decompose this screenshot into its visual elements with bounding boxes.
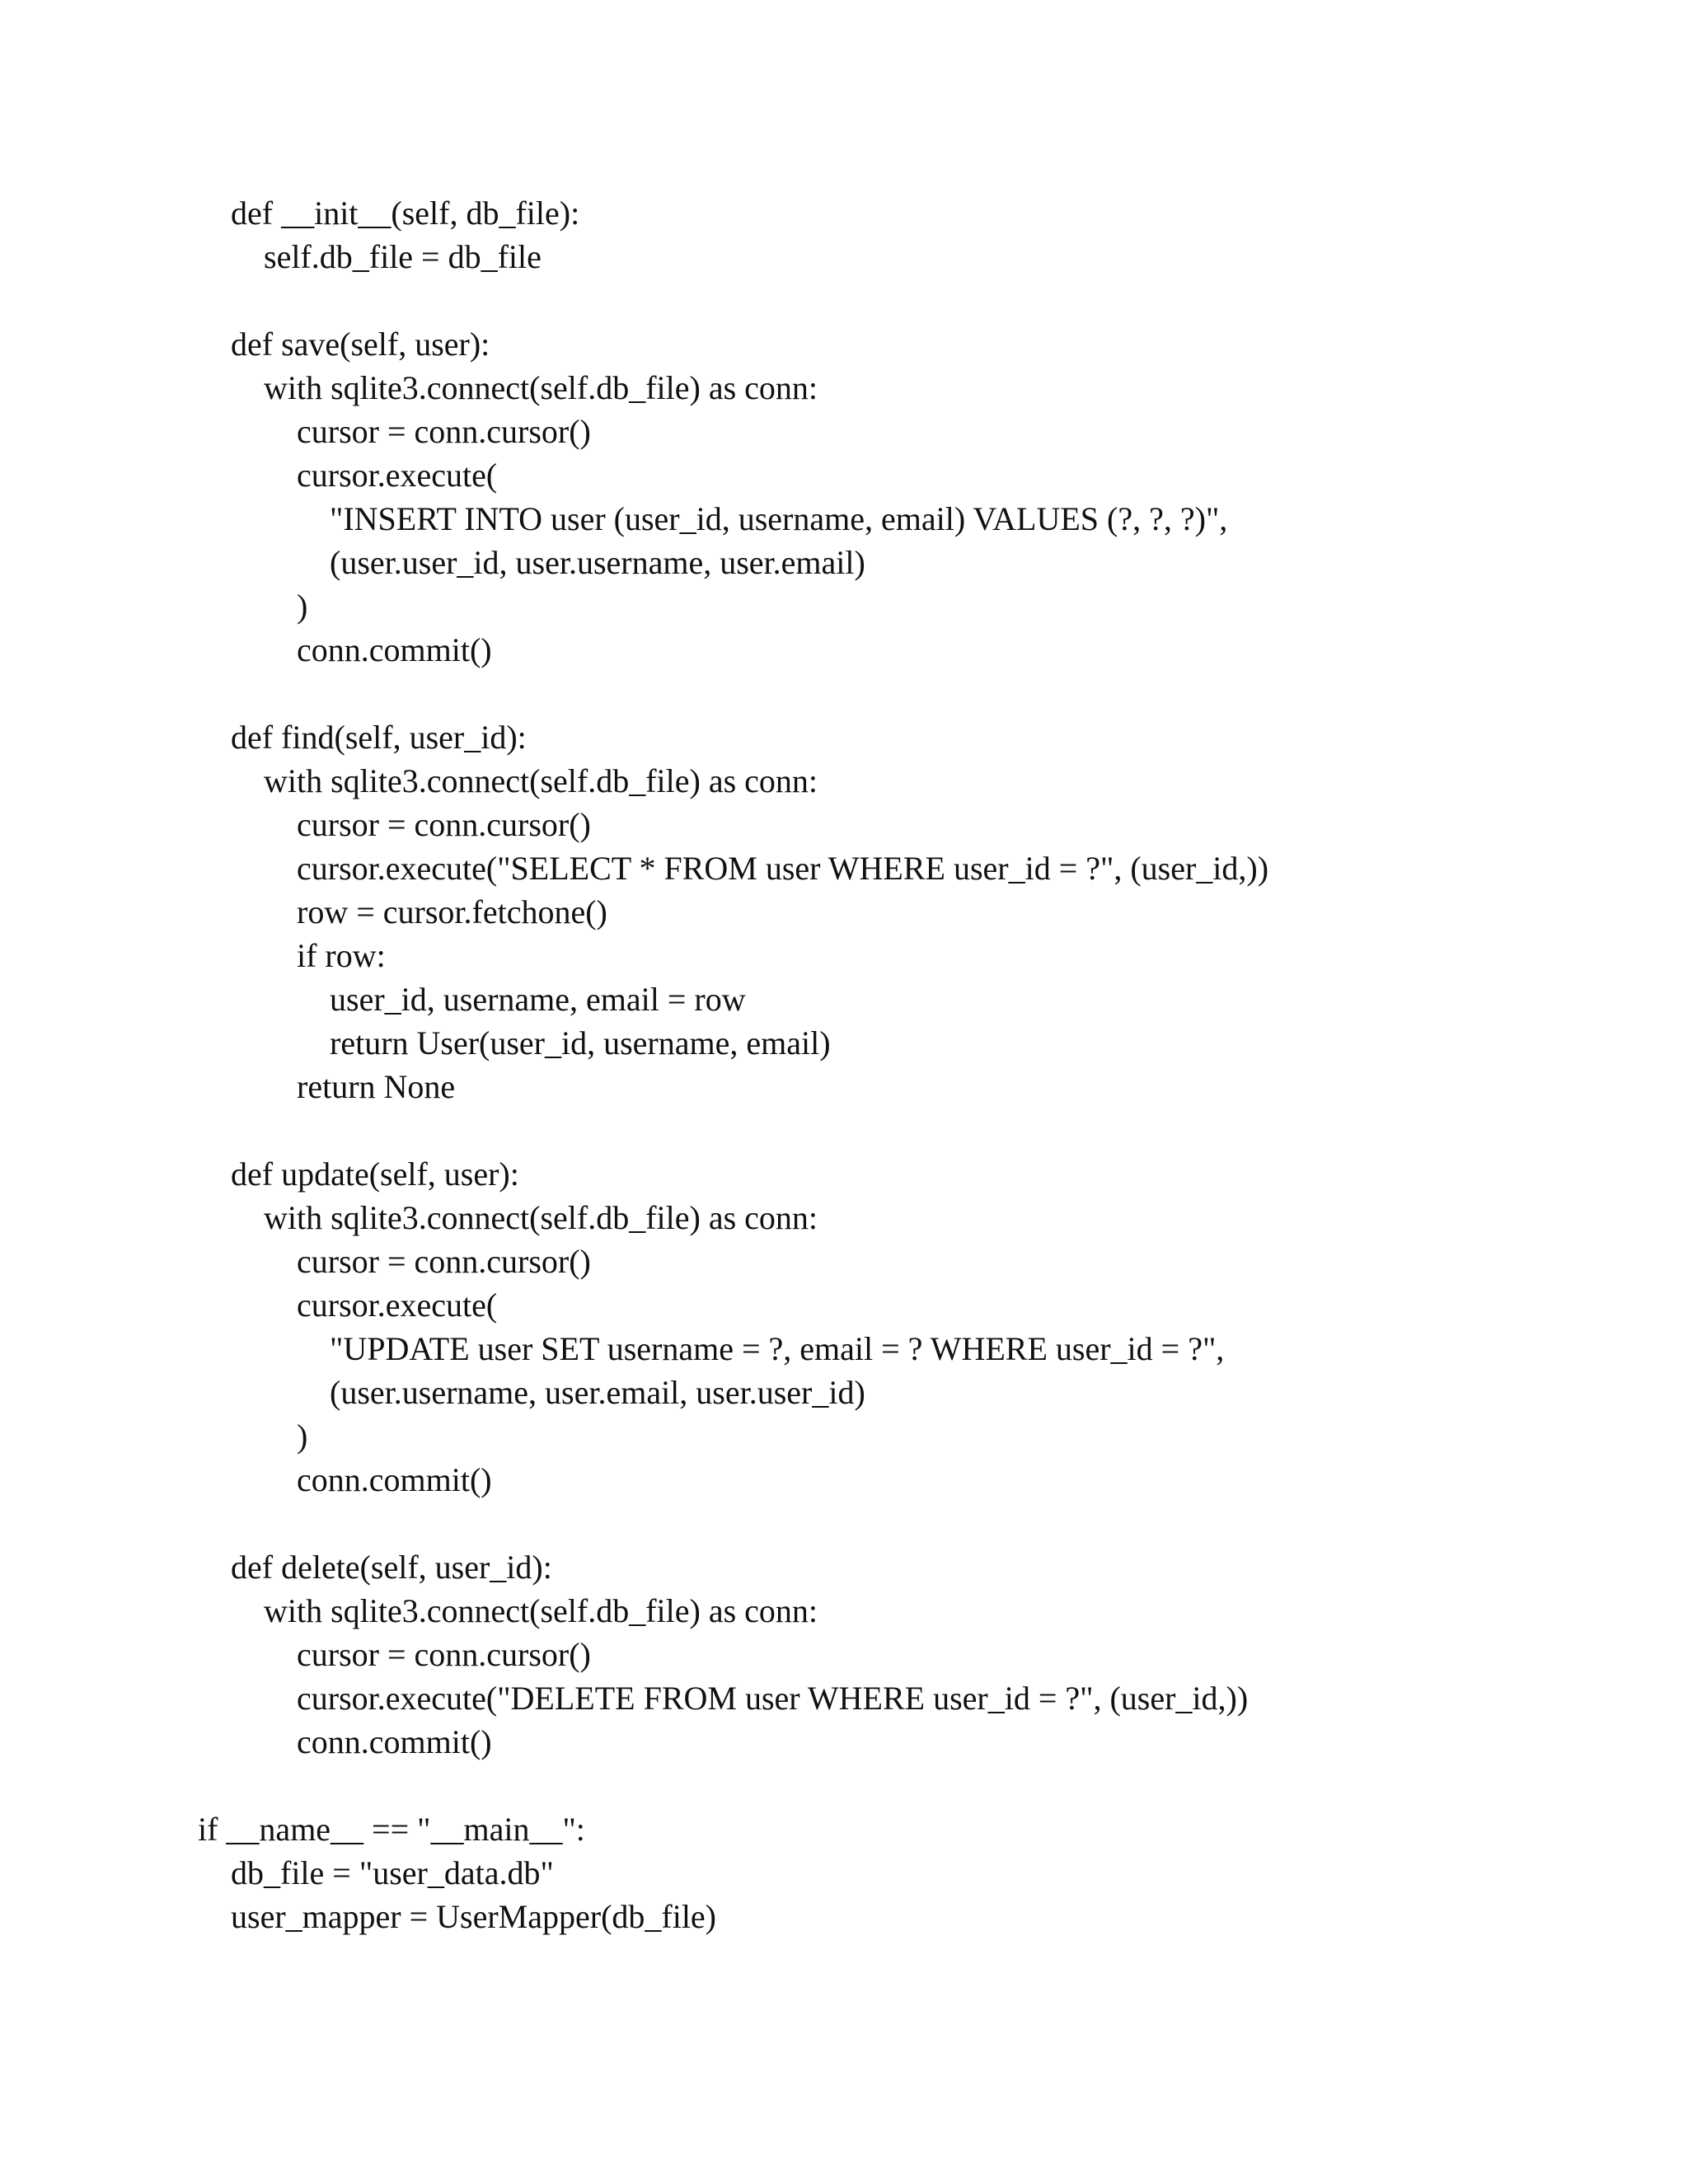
code-line: cursor.execute(	[297, 457, 498, 494]
blank-line	[198, 279, 1648, 322]
code-line: )	[297, 1418, 308, 1455]
code-line: return None	[297, 1068, 456, 1105]
code-listing	[198, 191, 1648, 1938]
code-line: cursor = conn.cursor()	[297, 1636, 591, 1673]
code-line: conn.commit()	[297, 1723, 492, 1760]
code-line: cursor.execute(	[297, 1286, 498, 1324]
code-line: (user.username, user.email, user.user_id)	[330, 1374, 865, 1411]
code-line: "INSERT INTO user (user_id, username, email) VALUES (?, ?, ?)",	[330, 500, 1228, 537]
blank-line	[198, 1108, 1648, 1152]
code-line: def delete(self, user_id):	[231, 1549, 552, 1586]
code-line: with sqlite3.connect(self.db_file) as conn:	[264, 762, 818, 799]
code-line: def find(self, user_id):	[231, 719, 527, 756]
code-line: row = cursor.fetchone()	[297, 893, 607, 930]
code-line: cursor = conn.cursor()	[297, 806, 591, 843]
code-line: with sqlite3.connect(self.db_file) as conn:	[264, 1199, 818, 1236]
code-line: conn.commit()	[297, 1461, 492, 1498]
code-line: user_id, username, email = row	[330, 981, 746, 1018]
blank-line	[198, 1502, 1648, 1545]
code-line: def update(self, user):	[231, 1155, 519, 1193]
blank-line	[198, 672, 1648, 715]
code-line: db_file = "user_data.db"	[231, 1854, 554, 1891]
code-line: if row:	[297, 937, 386, 974]
blank-line	[198, 1764, 1648, 1807]
code-line: (user.user_id, user.username, user.email)	[330, 544, 865, 581]
code-line: cursor.execute("SELECT * FROM user WHERE user_id = ?", (user_id,))	[297, 850, 1269, 887]
code-line: cursor = conn.cursor()	[297, 413, 591, 450]
code-line: "UPDATE user SET username = ?, email = ? WHERE user_id = ?",	[330, 1330, 1225, 1367]
code-line: def __init__(self, db_file):	[231, 194, 580, 232]
code-line: self.db_file = db_file	[264, 238, 542, 275]
code-line: cursor = conn.cursor()	[297, 1243, 591, 1280]
code-line: def save(self, user):	[231, 326, 490, 363]
code-line: cursor.execute("DELETE FROM user WHERE user_id = ?", (user_id,))	[297, 1680, 1249, 1717]
code-line: return User(user_id, username, email)	[330, 1024, 831, 1062]
code-line: user_mapper = UserMapper(db_file)	[231, 1898, 717, 1935]
code-line: conn.commit()	[297, 631, 492, 668]
code-line: if __name__ == "__main__":	[198, 1811, 585, 1848]
code-line: with sqlite3.connect(self.db_file) as conn:	[264, 1592, 818, 1629]
code-line: with sqlite3.connect(self.db_file) as conn:	[264, 369, 818, 406]
code-line: )	[297, 588, 308, 625]
